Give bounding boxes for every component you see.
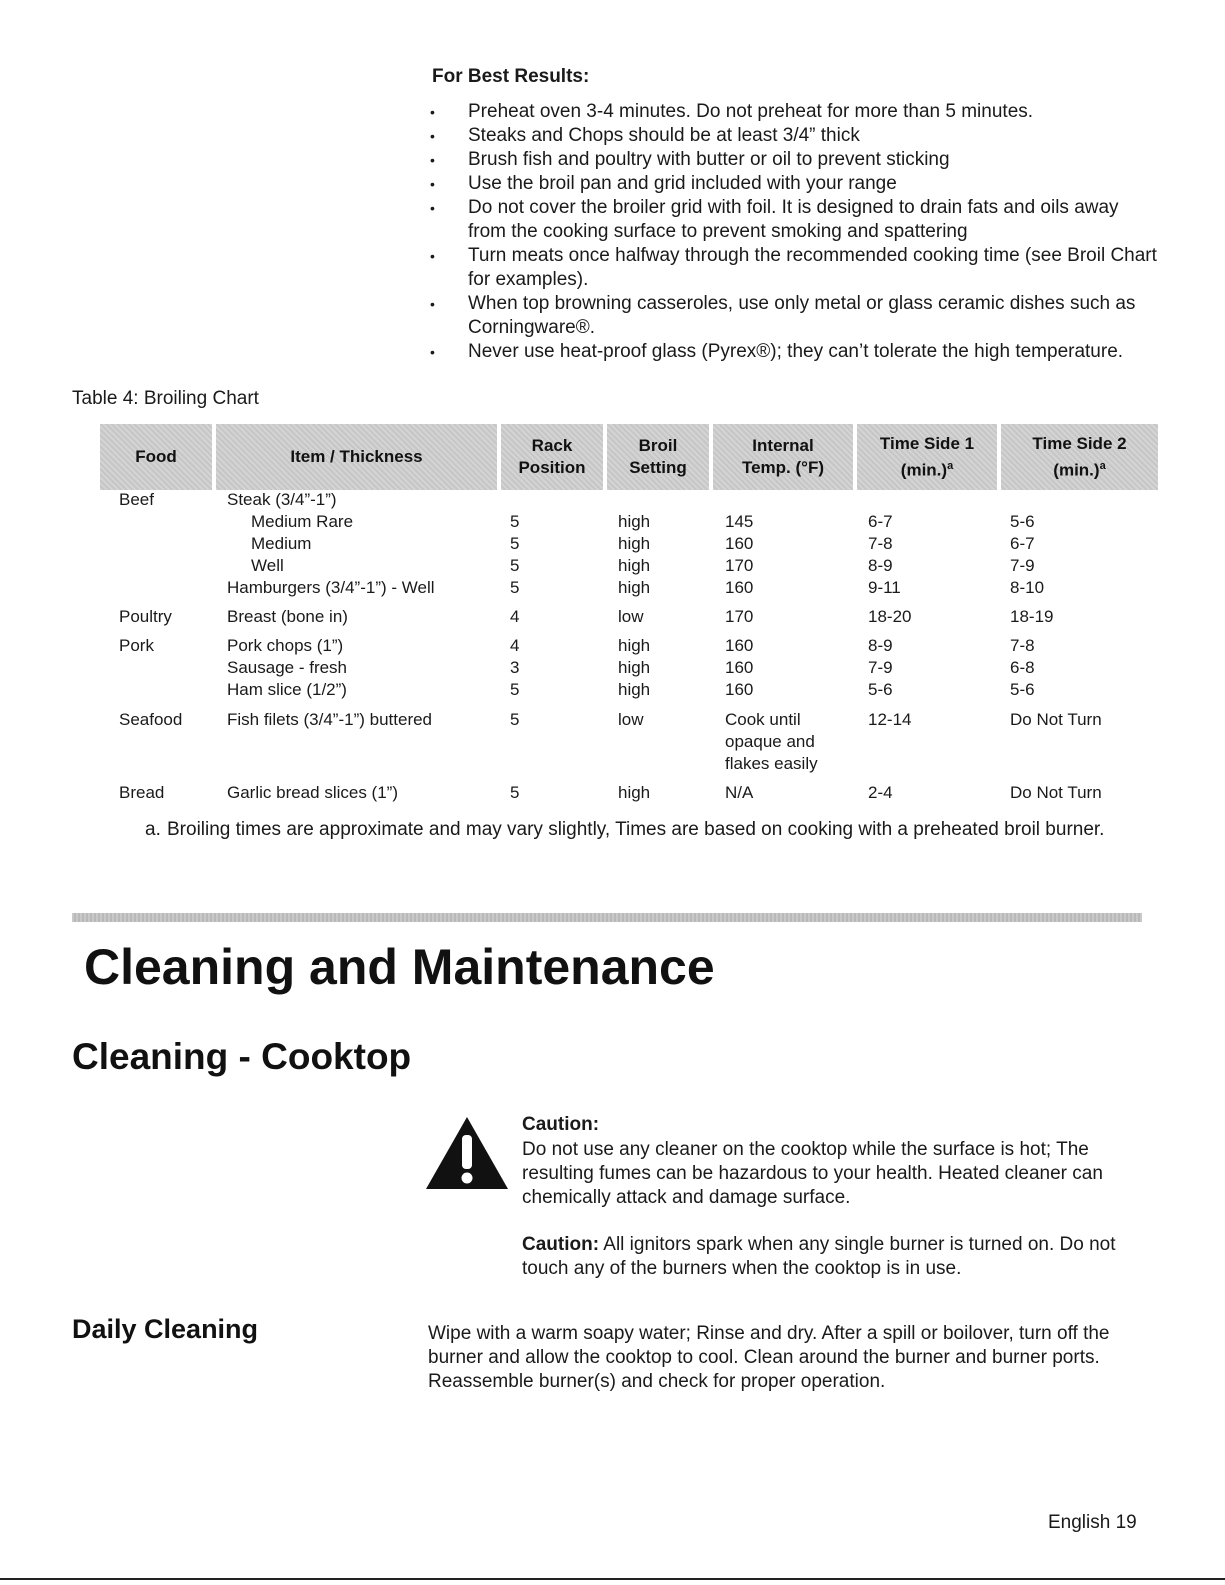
- header-broil-line1: Broil: [638, 436, 678, 455]
- list-item: • Steaks and Chops should be at least 3/4” thick: [430, 124, 1160, 148]
- warning-icon: [424, 1115, 510, 1191]
- cell-side2: 7-8: [1010, 636, 1035, 655]
- cell-temp: N/A: [725, 783, 754, 802]
- subsection-title: Cleaning - Cooktop: [72, 1036, 412, 1077]
- header-temp: [713, 424, 853, 490]
- cell-side2: Do Not Turn: [1010, 710, 1102, 729]
- cell-item: Medium Rare: [251, 512, 354, 531]
- cell-rack: 5: [510, 680, 520, 699]
- cell-side2: 6-7: [1010, 534, 1035, 553]
- best-results-title: For Best Results:: [432, 66, 590, 87]
- cell-broil: high: [618, 658, 651, 677]
- header-rack: [501, 424, 603, 490]
- cell-broil: high: [618, 636, 651, 655]
- cell-item: Sausage - fresh: [227, 658, 348, 677]
- table-caption: Table 4: Broiling Chart: [72, 388, 259, 409]
- cell-temp: 160: [725, 680, 754, 699]
- cell-side1: 7-8: [868, 534, 893, 553]
- cell-temp: 170: [725, 556, 754, 575]
- cell-food: Bread: [119, 783, 165, 802]
- header-broil-line2: Setting: [629, 458, 687, 477]
- header-side2-line2: (min.): [1053, 460, 1100, 480]
- list-item: • Brush fish and poultry with butter or oil to prevent sticking: [430, 148, 1160, 172]
- cell-rack: 5: [510, 512, 520, 531]
- list-item: • Turn meats once halfway through the recommended cooking time (see Broil Chart for examples).: [430, 244, 1160, 292]
- cell-temp: 160: [725, 636, 754, 655]
- cell-rack: 5: [510, 578, 520, 597]
- cell-temp: 145: [725, 512, 754, 531]
- header-time-side-2: [1001, 424, 1158, 490]
- section-divider: [72, 913, 1142, 922]
- caution-text: Do not use any cleaner on the cooktop while the surface is hot; The resulting fumes can be hazardous to your health. Heated cleaner can chemically attack and damage surface.: [522, 1139, 1103, 1208]
- caution-ignitors-text: All ignitors spark when any single burner is turned on. Do not touch any of the burners when the cooktop is in use.: [522, 1234, 1116, 1279]
- cell-temp: 160: [725, 578, 754, 597]
- page-number: English 19: [1048, 1512, 1137, 1533]
- footnote-label: a.: [145, 819, 161, 840]
- header-item: [216, 424, 497, 490]
- footnote-text: Broiling times are approximate and may vary slightly, Times are based on cooking with a preheated broil burner.: [167, 819, 1105, 840]
- cell-item: Medium: [251, 534, 312, 553]
- cell-item: Ham slice (1/2”): [227, 680, 347, 699]
- header-side1-line1: Time Side 1: [879, 433, 975, 453]
- cell-side1: 8-9: [868, 556, 893, 575]
- cell-temp: 170: [725, 607, 754, 626]
- header-rack-line1: Rack: [531, 436, 573, 455]
- list-item: • When top browning casseroles, use only metal or glass ceramic dishes such as Corningware®.: [430, 292, 1160, 340]
- cell-temp: 160: [725, 658, 754, 677]
- header-item-label: Item / Thickness: [290, 447, 423, 466]
- cell-rack: 4: [510, 607, 520, 626]
- cell-broil: high: [618, 783, 651, 802]
- cell-item: Breast (bone in): [227, 607, 348, 626]
- cell-rack: 3: [510, 658, 520, 677]
- cell-broil: high: [618, 578, 651, 597]
- cell-item: Hamburgers (3/4”-1”) - Well: [227, 578, 435, 597]
- cell-side2: Do Not Turn: [1010, 783, 1102, 802]
- cell-temp: opaque and: [725, 732, 815, 751]
- header-side1-line2: (min.): [900, 460, 948, 480]
- cell-side2: 6-8: [1010, 658, 1035, 677]
- daily-cleaning-title: Daily Cleaning: [72, 1314, 259, 1344]
- cell-side1: 5-6: [868, 680, 893, 699]
- footnote-marker: a: [947, 459, 954, 472]
- daily-cleaning-text: Wipe with a warm soapy water; Rinse and dry. After a spill or boilover, turn off the burner and allow the cooktop to cool. Clean around the burner and burner ports. Reassemble burner(s) and check for proper operation.: [428, 1323, 1110, 1392]
- cell-side2: 18-19: [1010, 607, 1054, 626]
- header-temp-line2: Temp. (°F): [741, 458, 825, 477]
- cell-food: Beef: [119, 490, 154, 509]
- cell-broil: high: [618, 680, 651, 699]
- header-side2-line1: Time Side 2: [1032, 433, 1127, 453]
- cell-rack: 5: [510, 556, 520, 575]
- header-food: [100, 424, 212, 490]
- footnote-marker: a: [1099, 459, 1106, 472]
- cell-item: Steak (3/4”-1”): [227, 490, 337, 509]
- cell-rack: 5: [510, 710, 520, 729]
- list-item: • Never use heat-proof glass (Pyrex®); they can’t tolerate the high temperature.: [430, 340, 1160, 364]
- cell-broil: high: [618, 534, 651, 553]
- cell-broil: low: [618, 607, 644, 626]
- list-item: • Use the broil pan and grid included with your range: [430, 172, 1160, 196]
- cell-rack: 5: [510, 783, 520, 802]
- header-broil: [607, 424, 709, 490]
- header-temp-line1: Internal: [752, 436, 814, 455]
- cell-broil: high: [618, 512, 651, 531]
- cell-side1: 7-9: [868, 658, 893, 677]
- section-title: Cleaning and Maintenance: [84, 939, 715, 995]
- caution-title: Caution:: [522, 1114, 600, 1135]
- cell-temp: Cook until: [725, 710, 801, 729]
- cell-food: Poultry: [119, 607, 172, 626]
- table-header: [100, 424, 1158, 490]
- cell-side1: 9-11: [868, 578, 901, 597]
- best-results-list: [430, 100, 1160, 364]
- list-item: • Preheat oven 3-4 minutes. Do not preheat for more than 5 minutes.: [430, 100, 1160, 124]
- cell-temp: flakes easily: [725, 754, 818, 773]
- cell-side1: 6-7: [868, 512, 893, 531]
- caution-ignitors: [522, 1233, 1152, 1281]
- header-time-side-1: [857, 424, 997, 490]
- cell-side1: 18-20: [868, 607, 912, 626]
- cell-item: Garlic bread slices (1”): [227, 783, 398, 802]
- list-item: • Do not cover the broiler grid with foil. It is designed to drain fats and oils away from the cooking surface to prevent smoking and spattering: [430, 196, 1160, 244]
- cell-broil: low: [618, 710, 644, 729]
- cell-item: Well: [251, 556, 284, 575]
- header-rack-line2: Position: [518, 458, 586, 477]
- cell-side2: 8-10: [1010, 578, 1045, 597]
- cell-rack: 5: [510, 534, 520, 553]
- cell-rack: 4: [510, 636, 520, 655]
- page-bottom-rule: [0, 1578, 1225, 1580]
- cell-food: Pork: [119, 636, 154, 655]
- cell-side2: 7-9: [1010, 556, 1035, 575]
- cell-food: Seafood: [119, 710, 183, 729]
- cell-item: Fish filets (3/4”-1”) buttered: [227, 710, 433, 729]
- cell-side2: 5-6: [1010, 680, 1035, 699]
- cell-side1: 8-9: [868, 636, 893, 655]
- cell-side1: 2-4: [868, 783, 893, 802]
- table-footnote: [145, 818, 1125, 842]
- cell-side1: 12-14: [868, 710, 912, 729]
- header-food-label: Food: [135, 447, 177, 466]
- cell-broil: high: [618, 556, 651, 575]
- caution-label: Caution:: [522, 1234, 600, 1255]
- cell-side2: 5-6: [1010, 512, 1035, 531]
- cell-temp: 160: [725, 534, 754, 553]
- cell-item: Pork chops (1”): [227, 636, 344, 655]
